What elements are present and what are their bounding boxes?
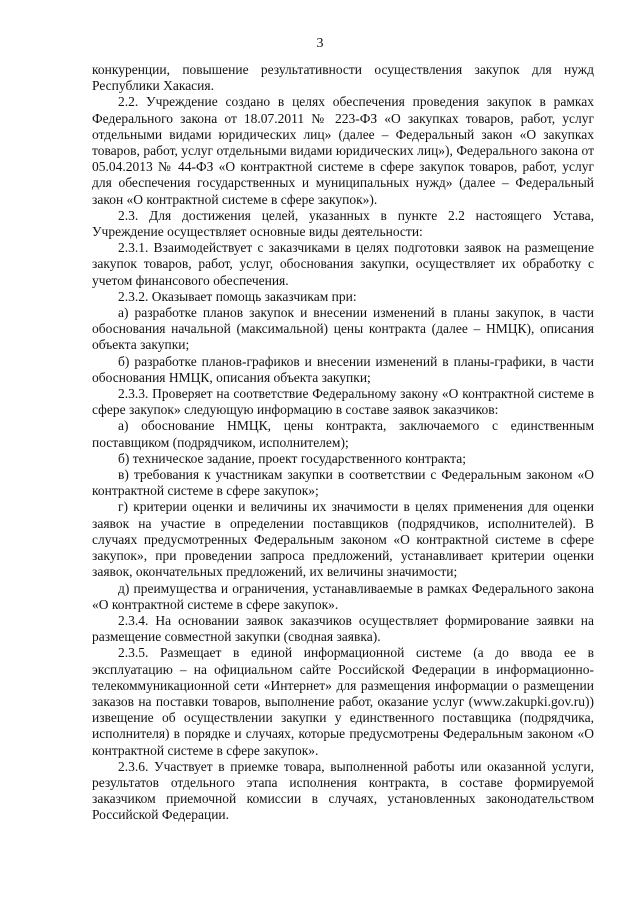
paragraph-2-3-3: 2.3.3. Проверяет на соответствие Федеральному закону «О контрактной системе в сфере закупок» следующую информацию в составе заявок заказчиков:: [92, 386, 594, 418]
paragraph-2-3-5: 2.3.5. Размещает в единой информационной системе (а до ввода ее в эксплуатацию – на официальном сайте Российской Федерации в информационно-телекоммуникационной сети «Интернет» для размещения информации о размещении заказов на поставки товаров, выполнение работ, оказание услуг (www.zakupki.gov.ru)) извещение об осуществлении закупки у единственного поставщика (подрядчика, исполнителя) в порядке и случаях, которые предусмотрены Федеральным законом «О контрактной системе в сфере закупок».: [92, 645, 594, 758]
paragraph-2-3-3-b: б) техническое задание, проект государственного контракта;: [118, 450, 466, 466]
paragraph-2-3-2-a: а) разработке планов закупок и внесении изменений в планы закупок, в части обоснования начальной (максимальной) цены контракта (далее – НМЦК), описания объекта закупки;: [92, 305, 594, 353]
paragraph-2-2: 2.2. Учреждение создано в целях обеспечения проведения закупок в рамках Федерального закона от 18.07.2011 № 223-ФЗ «О закупках товаров, работ, услуг отдельными видами юридических лиц» (далее – Федеральный закон «О закупках товаров, работ, услуг отдельными видами юридических лиц»), Федерального закона от 05.04.2013 № 44-ФЗ «О контрактной системе в сфере закупок товаров, работ, услуг для обеспечения государственных и муниципальных нужд» (далее – Федеральный закон «О контрактной системе в сфере закупок»).: [92, 94, 594, 207]
paragraph-2-3-3-d: д) преимущества и ограничения, устанавливаемые в рамках Федерального закона «О контрактной системе в сфере закупок».: [92, 580, 594, 612]
paragraph-2-3-3-v: в) требования к участникам закупки в соответствии с Федеральным законом «О контрактной системе в сфере закупок»;: [92, 467, 594, 499]
paragraph-2-3-2: 2.3.2. Оказывает помощь заказчикам при:: [118, 288, 357, 304]
paragraph-2-3-2-b: б) разработке планов-графиков и внесении изменений в планы-графики, в части обоснования НМЦК, описания объекта закупки;: [92, 353, 594, 385]
document-body: [92, 62, 594, 824]
page-number: 3: [316, 36, 324, 51]
paragraph-2-3-3-g: г) критерии оценки и величины их значимости в целях применения для оценки заявок на участие в определении поставщиков (подрядчиков, исполнителей). В случаях предусмотренных Федеральным законом «О контрактной системе в сфере закупок», при проведении запроса предложений, устанавливает критерии оценки заявок, окончательных предложений, их величины значимости;: [92, 499, 594, 580]
paragraph-2-3-6: 2.3.6. Участвует в приемке товара, выполненной работы или оказанной услуги, результатов отдельного этапа исполнения контракта, в составе формируемой заказчиком приемочной комиссии в случаях, установленных законодательством Российской Федерации.: [92, 758, 594, 823]
paragraph-continuation: конкуренции, повышение результативности осуществления закупок для нужд Республики Хакасия.: [92, 62, 594, 94]
paragraph-2-3: 2.3. Для достижения целей, указанных в пункте 2.2 настоящего Устава, Учреждение осуществляет основные виды деятельности:: [92, 207, 594, 240]
paragraph-2-3-3-a: а) обоснование НМЦК, цены контракта, заключаемого с единственным поставщиком (подрядчиком, исполнителем);: [92, 418, 594, 450]
paragraph-2-3-4: 2.3.4. На основании заявок заказчиков осуществляет формирование заявки на размещение совместной закупки (сводная заявка).: [92, 612, 594, 645]
paragraph-2-3-1: 2.3.1. Взаимодействует с заказчиками в целях подготовки заявок на размещение закупок товаров, работ, услуг, обоснования закупки, осуществляет их обработку с учетом финансового обеспечения.: [92, 240, 594, 288]
